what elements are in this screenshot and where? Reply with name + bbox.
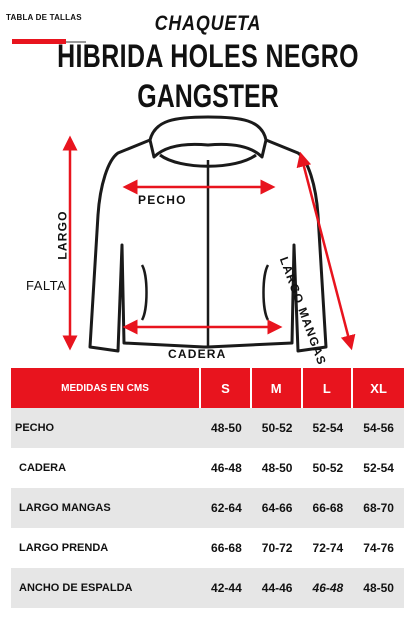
- cell-xl: 54-56: [353, 408, 404, 448]
- header-size-m: M: [252, 368, 303, 408]
- cell-xl: 74-76: [353, 528, 404, 568]
- size-table: [11, 368, 404, 608]
- row-label: CADERA: [11, 448, 201, 488]
- cell-s: 48-50: [201, 408, 252, 448]
- cell-m: 50-52: [252, 408, 303, 448]
- cell-xl: 52-54: [353, 448, 404, 488]
- label-pecho: PECHO: [138, 193, 187, 207]
- table-row: [11, 528, 404, 568]
- cell-s: 62-64: [201, 488, 252, 528]
- cell-l: 66-68: [303, 488, 354, 528]
- row-label: ANCHO DE ESPALDA: [11, 568, 201, 608]
- table-row: [11, 408, 404, 448]
- header-size-xl: XL: [353, 368, 404, 408]
- cell-l: 72-74: [303, 528, 354, 568]
- title-product-name: HIBRIDA HOLES NEGRO: [57, 38, 359, 74]
- cell-m: 70-72: [252, 528, 303, 568]
- cell-l: 46-48: [303, 568, 354, 608]
- header-size-l: L: [303, 368, 354, 408]
- row-label: LARGO PRENDA: [11, 528, 201, 568]
- table-row: [11, 448, 404, 488]
- size-table-header: [11, 368, 404, 408]
- label-falta: FALTA: [26, 278, 67, 293]
- header-measure: MEDIDAS EN CMS: [11, 368, 201, 408]
- table-row: [11, 568, 404, 608]
- label-cadera: CADERA: [168, 347, 227, 361]
- label-largo-mangas: LARGO MANGAS: [276, 255, 330, 368]
- cell-m: 64-66: [252, 488, 303, 528]
- size-chart-tag: TABLA DE TALLAS: [6, 13, 82, 22]
- cell-s: 42-44: [201, 568, 252, 608]
- cell-l: 52-54: [303, 408, 354, 448]
- cell-xl: 68-70: [353, 488, 404, 528]
- table-row: [11, 488, 404, 528]
- cell-m: 44-46: [252, 568, 303, 608]
- row-label: LARGO MANGAS: [11, 488, 201, 528]
- title-product-name-cont: GANGSTER: [137, 78, 279, 114]
- header-size-s: S: [201, 368, 252, 408]
- cell-s: 66-68: [201, 528, 252, 568]
- label-largo: LARGO: [55, 210, 70, 260]
- cell-s: 46-48: [201, 448, 252, 488]
- title-product-type: CHAQUETA: [154, 12, 262, 35]
- cell-xl: 48-50: [353, 568, 404, 608]
- cell-l: 50-52: [303, 448, 354, 488]
- cell-m: 48-50: [252, 448, 303, 488]
- row-label: PECHO: [11, 408, 201, 448]
